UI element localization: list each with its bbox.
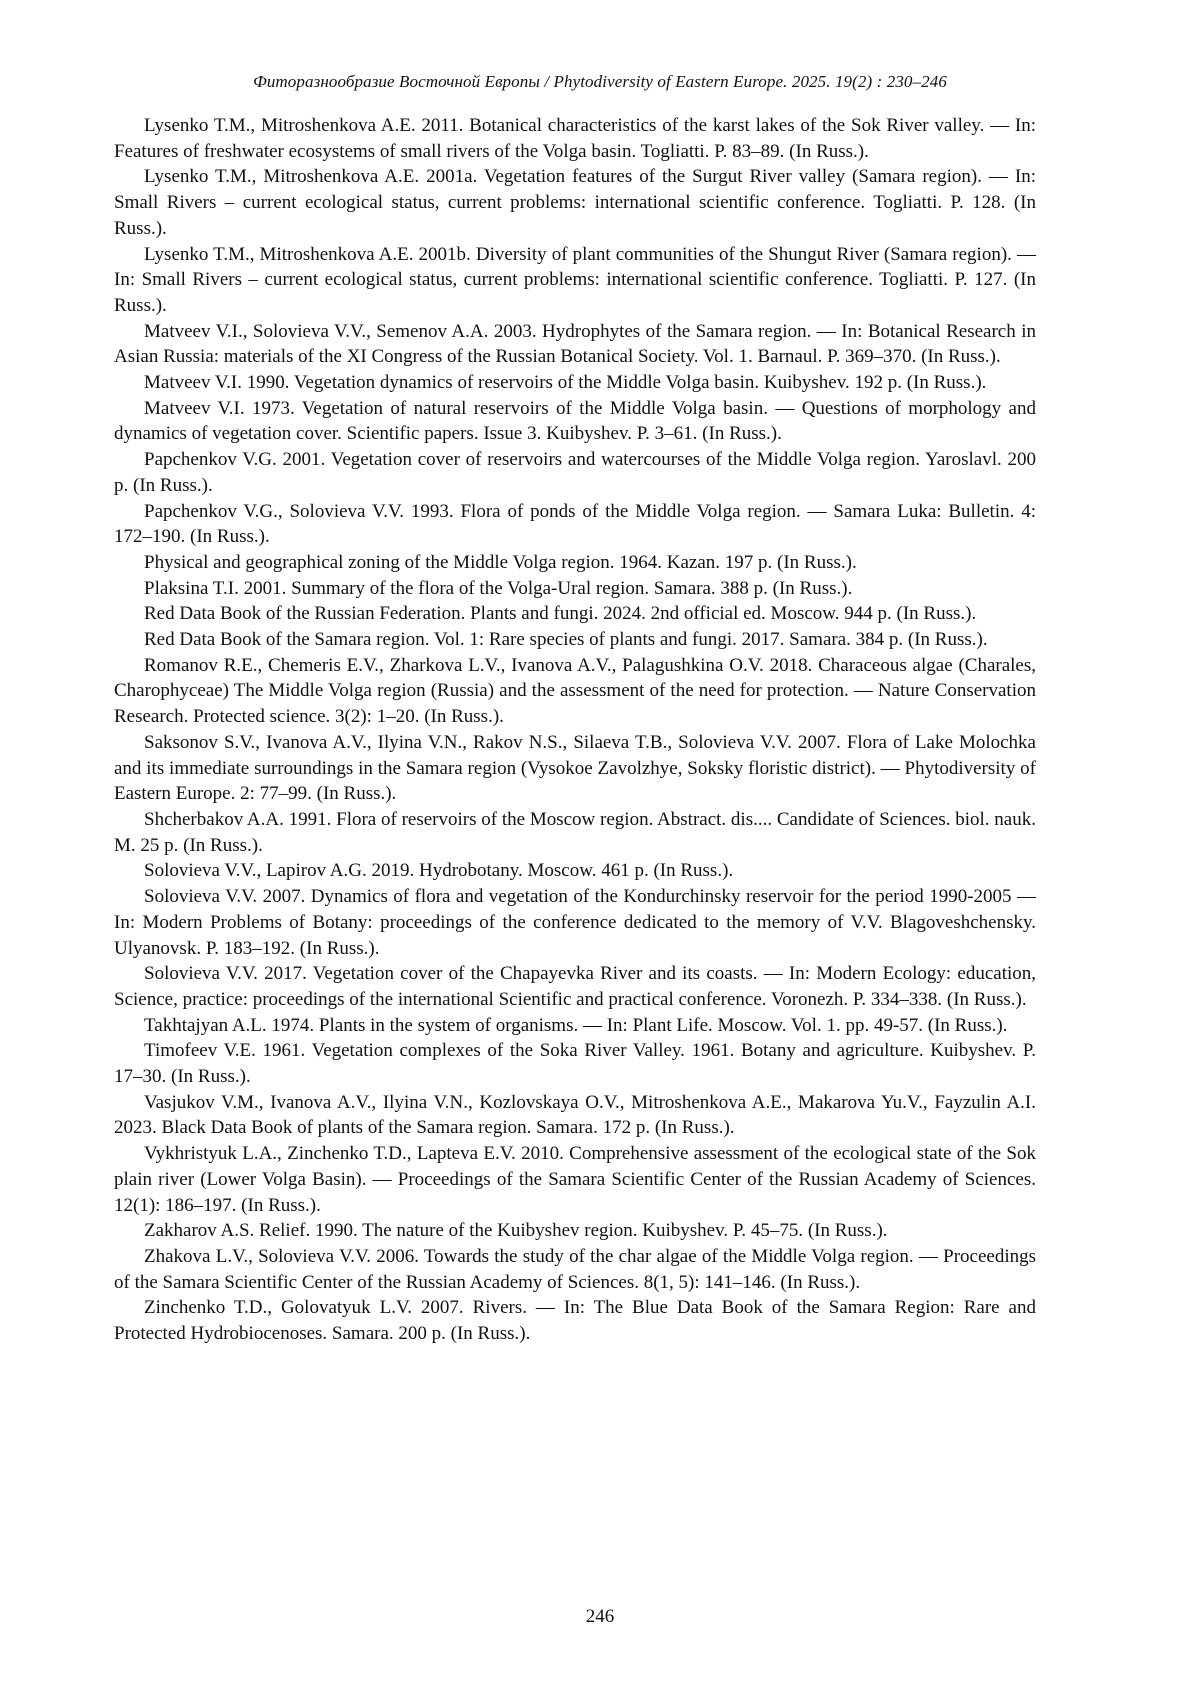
reference-item: Red Data Book of the Samara region. Vol. 1: Rare species of plants and fungi. 2017. Samara. 384 p. (In Russ.). [114,627,1036,653]
reference-item: Physical and geographical zoning of the Middle Volga region. 1964. Kazan. 197 p. (In Russ.). [114,550,1036,576]
reference-item: Solovieva V.V. 2007. Dynamics of flora and vegetation of the Kondurchinsky reservoir for the period 1990-2005 — In: Modern Problems of Botany: proceedings of the conference dedicated to the memory of V.V. Blagoveshchensky. Ulyanovsk. P. 183–192. (In Russ.). [114,884,1036,961]
reference-item: Matveev V.I., Solovieva V.V., Semenov A.A. 2003. Hydrophytes of the Samara region. — In: Botanical Research in Asian Russia: materials of the XI Congress of the Russian Botanical Society. Vol. 1. Barnaul. P. 369–370. (In Russ.). [114,319,1036,370]
reference-item: Matveev V.I. 1973. Vegetation of natural reservoirs of the Middle Volga basin. — Questions of morphology and dynamics of vegetation cover. Scientific papers. Issue 3. Kuibyshev. P. 3–61. (In Russ.). [114,396,1036,447]
reference-item: Red Data Book of the Russian Federation. Plants and fungi. 2024. 2nd official ed. Moscow. 944 p. (In Russ.). [114,601,1036,627]
reference-item: Lysenko T.M., Mitroshenkova A.E. 2001a. Vegetation features of the Surgut River valley (Samara region). — In: Small Rivers – current ecological status, current problems: international scientific conference. Togliatti. P. 128. (In Russ.). [114,164,1036,241]
reference-item: Zhakova L.V., Solovieva V.V. 2006. Towards the study of the char algae of the Middle Volga region. — Proceedings of the Samara Scientific Center of the Russian Academy of Sciences. 8(1, 5): 141–146. (In Russ.). [114,1244,1036,1295]
reference-item: Solovieva V.V. 2017. Vegetation cover of the Chapayevka River and its coasts. — In: Modern Ecology: education, Science, practice: proceedings of the international Scientific and practical conference. Voronezh. P. 334–338. (In Russ.). [114,961,1036,1012]
reference-item: Lysenko T.M., Mitroshenkova A.E. 2011. Botanical characteristics of the karst lakes of the Sok River valley. — In: Features of freshwater ecosystems of small rivers of the Volga basin. Togliatti. P. 83–89. (In Russ.). [114,113,1036,164]
reference-item: Takhtajyan A.L. 1974. Plants in the system of organisms. — In: Plant Life. Moscow. Vol. 1. pp. 49-57. (In Russ.). [114,1013,1036,1039]
reference-item: Plaksina T.I. 2001. Summary of the flora of the Volga-Ural region. Samara. 388 p. (In Russ.). [114,576,1036,602]
reference-item: Zinchenko T.D., Golovatyuk L.V. 2007. Rivers. — In: The Blue Data Book of the Samara Region: Rare and Protected Hydrobiocenoses. Samara. 200 p. (In Russ.). [114,1295,1036,1346]
running-head: Фиторазнообразие Восточной Европы / Phytodiversity of Eastern Europe. 2025. 19(2) : 230–246 [0,72,1200,92]
reference-item: Vasjukov V.M., Ivanova A.V., Ilyina V.N., Kozlovskaya O.V., Mitroshenkova A.E., Makarova Yu.V., Fayzulin A.I. 2023. Black Data Book of plants of the Samara region. Samara. 172 p. (In Russ.). [114,1090,1036,1141]
reference-item: Papchenkov V.G. 2001. Vegetation cover of reservoirs and watercourses of the Middle Volga region. Yaroslavl. 200 p. (In Russ.). [114,447,1036,498]
reference-item: Matveev V.I. 1990. Vegetation dynamics of reservoirs of the Middle Volga basin. Kuibyshev. 192 p. (In Russ.). [114,370,1036,396]
reference-list [114,113,1036,1347]
reference-item: Saksonov S.V., Ivanova A.V., Ilyina V.N., Rakov N.S., Silaeva T.B., Solovieva V.V. 2007. Flora of Lake Molochka and its immediate surroundings in the Samara region (Vysokoe Zavolzhye, Soksky floristic district). — Phytodiversity of Eastern Europe. 2: 77–99. (In Russ.). [114,730,1036,807]
reference-item: Romanov R.E., Chemeris E.V., Zharkova L.V., Ivanova A.V., Palagushkina O.V. 2018. Characeous algae (Charales, Charophyceae) The Middle Volga region (Russia) and the assessment of the need for protection. — Nature Conservation Research. Protected science. 3(2): 1–20. (In Russ.). [114,653,1036,730]
reference-item: Solovieva V.V., Lapirov A.G. 2019. Hydrobotany. Moscow. 461 p. (In Russ.). [114,858,1036,884]
reference-item: Papchenkov V.G., Solovieva V.V. 1993. Flora of ponds of the Middle Volga region. — Samara Luka: Bulletin. 4: 172–190. (In Russ.). [114,499,1036,550]
reference-item: Timofeev V.E. 1961. Vegetation complexes of the Soka River Valley. 1961. Botany and agriculture. Kuibyshev. P. 17–30. (In Russ.). [114,1038,1036,1089]
reference-item: Zakharov A.S. Relief. 1990. The nature of the Kuibyshev region. Kuibyshev. P. 45–75. (In Russ.). [114,1218,1036,1244]
reference-item: Shcherbakov A.A. 1991. Flora of reservoirs of the Moscow region. Abstract. dis.... Candidate of Sciences. biol. nauk. M. 25 p. (In Russ.). [114,807,1036,858]
reference-item: Lysenko T.M., Mitroshenkova A.E. 2001b. Diversity of plant communities of the Shungut River (Samara region). — In: Small Rivers – current ecological status, current problems: international scientific conference. Togliatti. P. 127. (In Russ.). [114,242,1036,319]
reference-item: Vykhristyuk L.A., Zinchenko T.D., Lapteva E.V. 2010. Comprehensive assessment of the ecological state of the Sok plain river (Lower Volga Basin). — Proceedings of the Samara Scientific Center of the Russian Academy of Sciences. 12(1): 186–197. (In Russ.). [114,1141,1036,1218]
page-number: 246 [0,1606,1200,1628]
